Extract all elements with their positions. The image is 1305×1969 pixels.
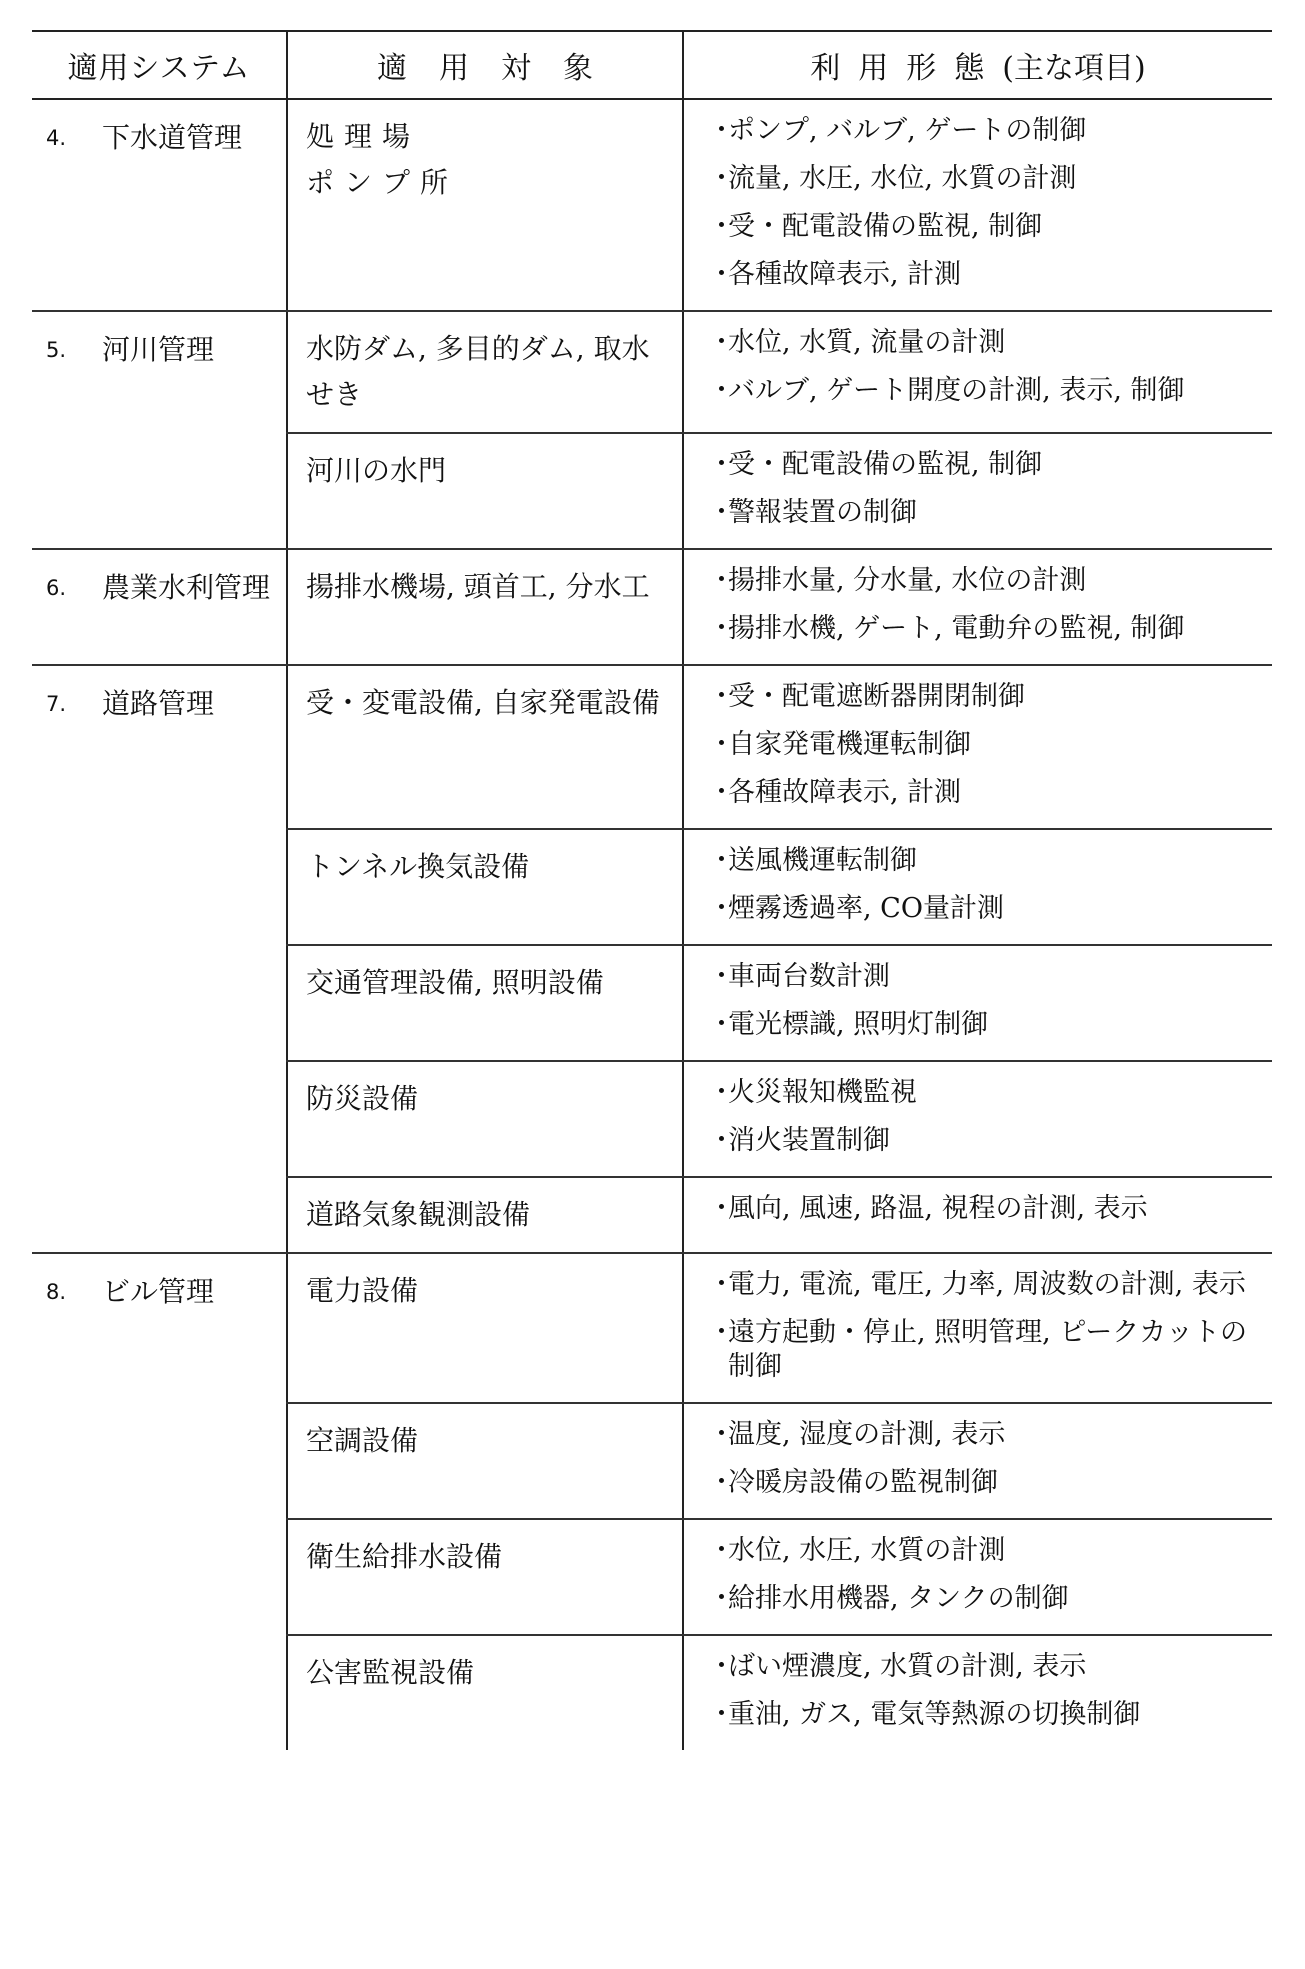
usage-cell xyxy=(682,1062,1272,1176)
usage-item xyxy=(708,1268,1266,1302)
system-name-cell xyxy=(32,666,286,1252)
bullet-icon: ・ xyxy=(708,375,735,406)
usage-item xyxy=(708,448,1266,482)
table-row xyxy=(286,666,1272,828)
usage-text: 揚排水機, ゲート, 電動弁の監視, 制御 xyxy=(728,613,1185,644)
usage-text: 重油, ガス, 電気等熱源の切換制御 xyxy=(728,1699,1141,1730)
usage-item xyxy=(708,1650,1266,1684)
target-rows xyxy=(286,550,1272,664)
bullet-icon: ・ xyxy=(708,1269,735,1300)
table-row xyxy=(286,1176,1272,1252)
bullet-icon: ・ xyxy=(708,115,735,146)
usage-text: 各種故障表示, 計測 xyxy=(728,259,962,290)
system-number: 5. xyxy=(46,338,67,362)
target-line: 処理場 xyxy=(306,120,421,153)
target-cell: 道路気象観測設備 xyxy=(286,1178,682,1252)
usage-item xyxy=(708,680,1266,714)
usage-item xyxy=(708,612,1266,646)
system-number: 6. xyxy=(46,576,67,600)
usage-item xyxy=(708,1076,1266,1110)
usage-item xyxy=(708,892,1266,926)
table-row xyxy=(286,828,1272,944)
usage-item xyxy=(708,1124,1266,1158)
usage-text: 消火装置制御 xyxy=(728,1125,890,1156)
usage-text: ポンプ, バルブ, ゲートの制御 xyxy=(728,115,1087,146)
bullet-icon: ・ xyxy=(708,1467,735,1498)
usage-text: ばい煙濃度, 水質の計測, 表示 xyxy=(728,1651,1087,1682)
usage-text: 車両台数計測 xyxy=(728,961,890,992)
usage-cell xyxy=(682,1404,1272,1518)
usage-text: 電光標識, 照明灯制御 xyxy=(728,1009,989,1040)
usage-cell xyxy=(682,830,1272,944)
system-name-cell xyxy=(32,100,286,310)
system-group xyxy=(32,550,1272,666)
usage-cell xyxy=(682,1254,1272,1402)
usage-text: 煙霧透過率, CO量計測 xyxy=(728,893,1004,924)
target-cell xyxy=(286,100,682,310)
target-cell: 公害監視設備 xyxy=(286,1636,682,1750)
header-usage-note: (主な項目) xyxy=(1002,51,1146,86)
bullet-icon: ・ xyxy=(708,1651,735,1682)
system-group xyxy=(32,666,1272,1254)
usage-item xyxy=(708,374,1266,408)
usage-cell xyxy=(682,1636,1272,1750)
bullet-icon: ・ xyxy=(708,1009,735,1040)
bullet-icon: ・ xyxy=(708,1077,735,1108)
usage-item xyxy=(708,1192,1266,1226)
bullet-icon: ・ xyxy=(708,893,735,924)
table-row xyxy=(286,100,1272,310)
bullet-icon: ・ xyxy=(708,777,735,808)
usage-item xyxy=(708,326,1266,360)
bullet-icon: ・ xyxy=(708,327,735,358)
bullet-icon: ・ xyxy=(708,1193,735,1224)
system-table xyxy=(32,30,1272,1750)
target-cell: 受・変電設備, 自家発電設備 xyxy=(286,666,682,828)
system-group xyxy=(32,100,1272,312)
usage-text: 電力, 電流, 電圧, 力率, 周波数の計測, 表示 xyxy=(728,1269,1246,1300)
bullet-icon: ・ xyxy=(708,961,735,992)
target-cell: 空調設備 xyxy=(286,1404,682,1518)
system-name: 河川管理 xyxy=(102,333,215,366)
table-row xyxy=(286,312,1272,432)
system-number: 4. xyxy=(46,126,67,150)
usage-text: 水位, 水圧, 水質の計測 xyxy=(728,1535,1006,1566)
usage-item xyxy=(708,1466,1266,1500)
system-name: 道路管理 xyxy=(102,687,215,720)
bullet-icon: ・ xyxy=(708,729,735,760)
bullet-icon: ・ xyxy=(708,1583,735,1614)
usage-item xyxy=(708,1582,1266,1616)
target-cell: 衛生給排水設備 xyxy=(286,1520,682,1634)
bullet-icon: ・ xyxy=(708,163,735,194)
usage-cell xyxy=(682,312,1272,432)
usage-cell xyxy=(682,1520,1272,1634)
bullet-icon: ・ xyxy=(708,681,735,712)
target-rows xyxy=(286,1254,1272,1750)
usage-item xyxy=(708,496,1266,530)
usage-cell xyxy=(682,550,1272,664)
system-group xyxy=(32,312,1272,550)
usage-cell xyxy=(682,1178,1272,1252)
system-name: 下水道管理 xyxy=(102,121,243,154)
target-rows xyxy=(286,666,1272,1252)
usage-text: バルブ, ゲート開度の計測, 表示, 制御 xyxy=(728,375,1185,406)
system-name: ビル管理 xyxy=(102,1275,215,1308)
header-target: 適用対象 xyxy=(286,32,682,98)
usage-text: 受・配電遮断器開閉制御 xyxy=(728,681,1025,712)
usage-cell xyxy=(682,434,1272,548)
usage-item xyxy=(708,1008,1266,1042)
target-cell: 河川の水門 xyxy=(286,434,682,548)
table-row xyxy=(286,432,1272,548)
usage-text: 揚排水量, 分水量, 水位の計測 xyxy=(728,565,1087,596)
usage-text: 遠方起動・停止, 照明管理, ピークカットの制御 xyxy=(728,1317,1247,1382)
usage-cell xyxy=(682,666,1272,828)
usage-text: 警報装置の制御 xyxy=(728,497,917,528)
target-cell: 防災設備 xyxy=(286,1062,682,1176)
usage-item xyxy=(708,564,1266,598)
bullet-icon: ・ xyxy=(708,1535,735,1566)
target-cell: 水防ダム, 多目的ダム, 取水せき xyxy=(286,312,682,432)
system-name-cell xyxy=(32,1254,286,1750)
usage-item xyxy=(708,258,1266,292)
usage-item xyxy=(708,728,1266,762)
bullet-icon: ・ xyxy=(708,449,735,480)
usage-text: 給排水用機器, タンクの制御 xyxy=(728,1583,1069,1614)
system-group xyxy=(32,1254,1272,1750)
usage-cell xyxy=(682,100,1272,310)
target-cell: トンネル換気設備 xyxy=(286,830,682,944)
table-row xyxy=(286,1402,1272,1518)
usage-item xyxy=(708,844,1266,878)
table-row xyxy=(286,944,1272,1060)
header-usage-label: 利用形態 xyxy=(810,51,1003,86)
usage-item xyxy=(708,1698,1266,1732)
bullet-icon: ・ xyxy=(708,211,735,242)
usage-text: 受・配電設備の監視, 制御 xyxy=(728,449,1043,480)
bullet-icon: ・ xyxy=(708,497,735,528)
table-header xyxy=(32,32,1272,100)
table-row xyxy=(286,1060,1272,1176)
bullet-icon: ・ xyxy=(708,1317,735,1348)
target-line: ポンプ所 xyxy=(306,166,459,199)
system-number: 7. xyxy=(46,692,67,716)
bullet-icon: ・ xyxy=(708,565,735,596)
usage-item xyxy=(708,1418,1266,1452)
target-rows xyxy=(286,312,1272,548)
usage-item xyxy=(708,1316,1266,1384)
header-system: 適用システム xyxy=(67,51,251,86)
usage-text: 各種故障表示, 計測 xyxy=(728,777,962,808)
table-body xyxy=(32,100,1272,1750)
bullet-icon: ・ xyxy=(708,1419,735,1450)
table-row xyxy=(286,550,1272,664)
usage-text: 水位, 水質, 流量の計測 xyxy=(728,327,1006,358)
usage-text: 温度, 湿度の計測, 表示 xyxy=(728,1419,1006,1450)
table-row xyxy=(286,1634,1272,1750)
usage-text: 受・配電設備の監視, 制御 xyxy=(728,211,1043,242)
usage-item xyxy=(708,162,1266,196)
target-cell: 揚排水機場, 頭首工, 分水工 xyxy=(286,550,682,664)
usage-item xyxy=(708,114,1266,148)
usage-text: 送風機運転制御 xyxy=(728,845,917,876)
usage-text: 冷暖房設備の監視制御 xyxy=(728,1467,998,1498)
usage-cell xyxy=(682,946,1272,1060)
target-rows xyxy=(286,100,1272,310)
system-number: 8. xyxy=(46,1280,67,1304)
bullet-icon: ・ xyxy=(708,1699,735,1730)
system-name-cell xyxy=(32,312,286,548)
usage-text: 自家発電機運転制御 xyxy=(728,729,971,760)
usage-text: 火災報知機監視 xyxy=(728,1077,917,1108)
usage-item xyxy=(708,776,1266,810)
header-usage xyxy=(682,32,1272,98)
bullet-icon: ・ xyxy=(708,845,735,876)
table-row xyxy=(286,1254,1272,1402)
target-cell: 電力設備 xyxy=(286,1254,682,1402)
system-name: 農業水利管理 xyxy=(102,571,271,604)
bullet-icon: ・ xyxy=(708,259,735,290)
usage-text: 風向, 風速, 路温, 視程の計測, 表示 xyxy=(728,1193,1148,1224)
bullet-icon: ・ xyxy=(708,1125,735,1156)
usage-item xyxy=(708,1534,1266,1568)
table-row xyxy=(286,1518,1272,1634)
bullet-icon: ・ xyxy=(708,613,735,644)
usage-item xyxy=(708,960,1266,994)
target-cell: 交通管理設備, 照明設備 xyxy=(286,946,682,1060)
usage-item xyxy=(708,210,1266,244)
usage-text: 流量, 水圧, 水位, 水質の計測 xyxy=(728,163,1077,194)
system-name-cell xyxy=(32,550,286,664)
